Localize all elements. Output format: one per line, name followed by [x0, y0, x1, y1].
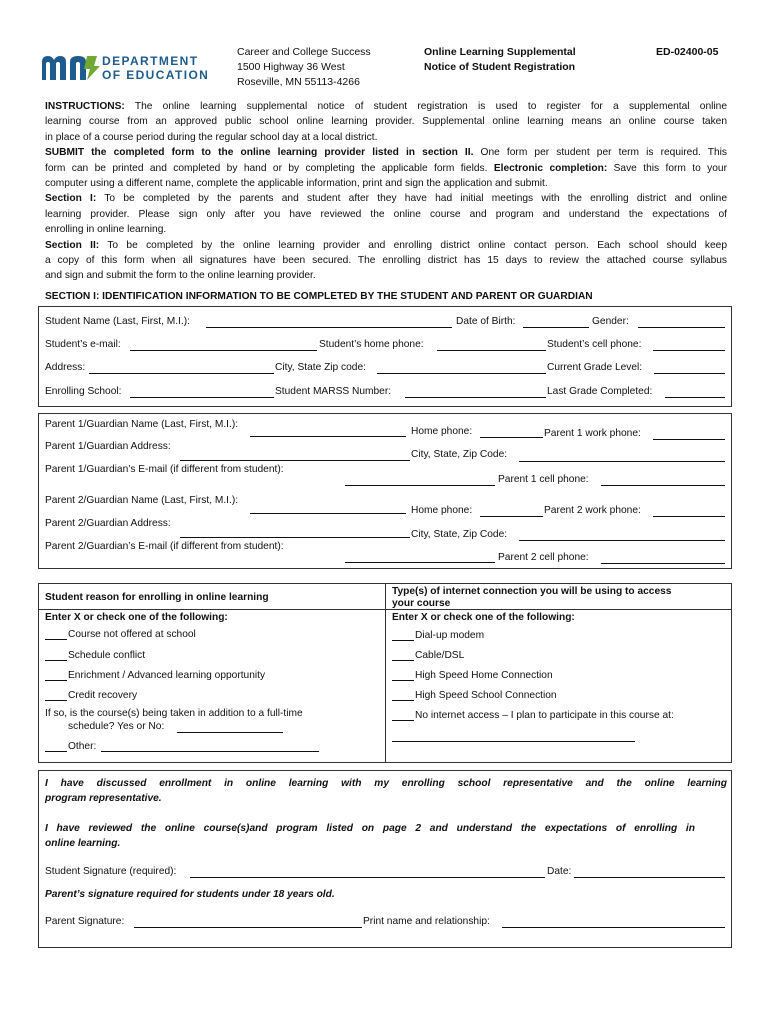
p1-address-field[interactable] — [180, 460, 410, 461]
p2-cell-phone-label: Parent 2 cell phone: — [498, 552, 589, 563]
gender-field[interactable] — [638, 327, 725, 328]
credit-recovery-followup-line1: If so, is the course(s) being taken in addition to a full-time — [45, 708, 303, 719]
p2-email-field[interactable] — [345, 562, 495, 563]
internet-location-field[interactable] — [392, 741, 635, 742]
last-grade-field[interactable] — [665, 397, 725, 398]
instructions-line2: learning course from an approved public school online learning provider. Supplemental online learning means an online course taken — [45, 116, 727, 128]
student-cell-phone-label: Student’s cell phone: — [547, 339, 642, 350]
p1-name-field[interactable] — [250, 436, 406, 437]
p2-cell-phone-field[interactable] — [601, 563, 725, 564]
statement-reviewed-line1: I have reviewed the online course(s)and program listed on page 2 and understand the expectations of enrolling in — [45, 823, 695, 834]
reason-instruction: Enter X or check one of the following: — [45, 612, 228, 623]
internet-title-line1: Type(s) of internet connection you will be using to access — [392, 586, 672, 597]
form-code: ED-02400-05 — [656, 46, 719, 58]
address-label: Address: — [45, 362, 86, 373]
p1-work-phone-field[interactable] — [653, 439, 725, 440]
parent-signature-label: Parent Signature: — [45, 916, 125, 927]
internet-option-2: Cable/DSL — [415, 650, 465, 661]
instructions-block — [45, 99, 727, 284]
logo-text-line2: OF EDUCATION — [102, 68, 210, 82]
student-home-phone-label: Student’s home phone: — [319, 339, 424, 350]
statement-reviewed — [45, 821, 695, 852]
instructions-line5b: Save this form to your — [607, 162, 727, 174]
reason-internet-divider — [385, 583, 386, 763]
last-grade-label: Last Grade Completed: — [547, 386, 653, 397]
p1-home-phone-field[interactable] — [480, 437, 543, 438]
mde-logo — [40, 52, 220, 82]
p1-email-field[interactable] — [345, 485, 495, 486]
internet-title-line2: your course — [392, 598, 451, 609]
reason-option-2: Schedule conflict — [68, 650, 146, 661]
student-email-field[interactable] — [130, 350, 317, 351]
city-state-zip-label: City, State Zip code: — [275, 362, 366, 373]
internet-instruction: Enter X or check one of the following: — [392, 612, 575, 623]
grade-level-label: Current Grade Level: — [547, 362, 643, 373]
section2-line2: a copy of this form when all signatures have been secured. The enrolling district has 15 days to review the attached course syllabus — [45, 255, 727, 267]
student-signature-field[interactable] — [190, 877, 545, 878]
reason-checkbox-4[interactable] — [45, 700, 67, 701]
internet-option-5: No internet access – I plan to participate in this course at: — [415, 710, 674, 721]
p2-address-field[interactable] — [180, 537, 410, 538]
reason-option-4: Credit recovery — [68, 690, 138, 701]
dob-field[interactable] — [523, 327, 589, 328]
reason-other-checkbox[interactable] — [45, 751, 67, 752]
form-title-line2: Notice of Student Registration — [424, 61, 576, 73]
parent-signature-field[interactable] — [134, 927, 362, 928]
p2-work-phone-field[interactable] — [653, 516, 725, 517]
instructions-line1: The online learning supplemental notice of student registration is used to register for a supplemental online — [124, 101, 727, 112]
form-title — [424, 45, 576, 75]
reason-title: Student reason for enrolling in online learning — [45, 592, 269, 603]
gender-label: Gender: — [592, 316, 629, 327]
section1-line2: learning provider. Please sign only after you have reviewed the online course and program and understand the expectations of — [45, 208, 727, 220]
p1-cell-phone-field[interactable] — [601, 485, 725, 486]
enrolling-school-label: Enrolling School: — [45, 386, 122, 397]
address-line1: Career and College Success — [237, 46, 371, 58]
marss-number-label: Student MARSS Number: — [275, 386, 392, 397]
student-cell-phone-field[interactable] — [653, 350, 725, 351]
address-field[interactable] — [89, 373, 274, 374]
submit-rest: One form per student per term is required. This — [473, 147, 727, 159]
reason-header-divider — [38, 609, 732, 610]
student-name-label: Student Name (Last, First, M.I.): — [45, 316, 190, 327]
full-time-yes-no-field[interactable] — [177, 732, 283, 733]
date-label: Date: — [547, 866, 572, 877]
p1-city-label: City, State, Zip Code: — [411, 449, 508, 460]
student-email-label: Student’s e-mail: — [45, 339, 121, 350]
grade-level-field[interactable] — [654, 373, 725, 374]
p1-name-label: Parent 1/Guardian Name (Last, First, M.I.): — [45, 419, 239, 430]
date-field[interactable] — [574, 877, 725, 878]
form-title-line1: Online Learning Supplemental — [424, 46, 576, 58]
submit-instruction: SUBMIT the completed form to the online learning provider listed in section II. — [45, 147, 474, 159]
reason-option-3: Enrichment / Advanced learning opportunity — [68, 670, 266, 681]
p1-city-field[interactable] — [519, 461, 725, 462]
marss-number-field[interactable] — [405, 397, 546, 398]
reason-checkbox-3[interactable] — [45, 680, 67, 681]
division-address — [237, 45, 371, 90]
p2-city-label: City, State, Zip Code: — [411, 529, 508, 540]
p1-address-label: Parent 1/Guardian Address: — [45, 441, 171, 452]
reason-other-label: Other: — [68, 741, 97, 752]
p1-work-phone-label: Parent 1 work phone: — [544, 428, 641, 439]
internet-checkbox-2[interactable] — [392, 660, 414, 661]
internet-checkbox-3[interactable] — [392, 680, 414, 681]
credit-recovery-followup-line2: schedule? Yes or No: — [68, 721, 165, 732]
student-home-phone-field[interactable] — [437, 350, 546, 351]
reason-option-1: Course not offered at school — [68, 629, 196, 640]
print-name-field[interactable] — [502, 927, 725, 928]
p2-name-field[interactable] — [250, 513, 406, 514]
reason-checkbox-1[interactable] — [45, 639, 67, 640]
section1-line3: enrolling in online learning. — [45, 224, 167, 236]
internet-option-3: High Speed Home Connection — [415, 670, 553, 681]
section1-label: Section I: — [45, 193, 97, 205]
section1-line1: To be completed by the parents and student after they have had initial meetings with the enrolling district and online — [96, 193, 727, 205]
p2-home-phone-label: Home phone: — [411, 505, 473, 516]
electronic-completion-label: Electronic completion: — [493, 162, 608, 174]
instructions-line3: in place of a course period during the regular school day at a local district. — [45, 131, 378, 143]
p2-address-label: Parent 2/Guardian Address: — [45, 518, 171, 529]
internet-option-4: High Speed School Connection — [415, 690, 557, 701]
p2-name-label: Parent 2/Guardian Name (Last, First, M.I.): — [45, 495, 239, 506]
p2-home-phone-field[interactable] — [480, 516, 543, 517]
internet-checkbox-5[interactable] — [392, 720, 414, 721]
statement-reviewed-line2: online learning. — [45, 838, 121, 850]
city-state-zip-field[interactable] — [377, 373, 546, 374]
p1-email-label: Parent 1/Guardian’s E-mail (if different from student): — [45, 464, 284, 475]
p1-home-phone-label: Home phone: — [411, 426, 473, 437]
p2-city-field[interactable] — [519, 540, 725, 541]
reason-checkbox-2[interactable] — [45, 660, 67, 661]
statement-discussed-line1: I have discussed enrollment in online learning with my enrolling school representative and the online learning — [45, 778, 727, 789]
internet-option-1: Dial-up modem — [415, 630, 485, 641]
print-name-label: Print name and relationship: — [363, 916, 490, 927]
section2-label: Section II: — [45, 239, 100, 251]
address-line2: 1500 Highway 36 West — [237, 61, 345, 73]
section1-title: SECTION I: IDENTIFICATION INFORMATION TO BE COMPLETED BY THE STUDENT AND PARENT OR GUARDIAN — [45, 291, 593, 302]
logo-text-line1: DEPARTMENT — [102, 54, 199, 68]
address-line3: Roseville, MN 55113-4266 — [237, 76, 360, 88]
section2-line3: and sign and submit the form to the online learning provider. — [45, 270, 316, 282]
student-signature-label: Student Signature (required): — [45, 866, 177, 877]
instructions-label: INSTRUCTIONS: — [45, 101, 125, 112]
instructions-line5a: form can be printed and completed by hand or by completing the applicable form fields. — [45, 162, 494, 174]
statement-discussed-line2: program representative. — [45, 793, 162, 805]
p2-work-phone-label: Parent 2 work phone: — [544, 505, 641, 516]
p2-email-label: Parent 2/Guardian’s E-mail (if different from student): — [45, 541, 284, 552]
section2-line1: To be completed by the online learning provider and enrolling district online contact person. Each school should keep — [99, 239, 727, 251]
parent-signature-note: Parent’s signature required for students under 18 years old. — [45, 889, 335, 900]
p1-cell-phone-label: Parent 1 cell phone: — [498, 474, 589, 485]
internet-checkbox-1[interactable] — [392, 640, 414, 641]
reason-other-field[interactable] — [101, 751, 319, 752]
instructions-line6: computer using a different name, complete the applicable information, print and sign the application and submit. — [45, 178, 548, 190]
dob-label: Date of Birth: — [456, 316, 516, 327]
statement-discussed — [45, 776, 727, 807]
mn-logo-icon — [40, 54, 104, 80]
enrolling-school-field[interactable] — [130, 397, 274, 398]
internet-checkbox-4[interactable] — [392, 700, 414, 701]
student-name-field[interactable] — [206, 327, 452, 328]
